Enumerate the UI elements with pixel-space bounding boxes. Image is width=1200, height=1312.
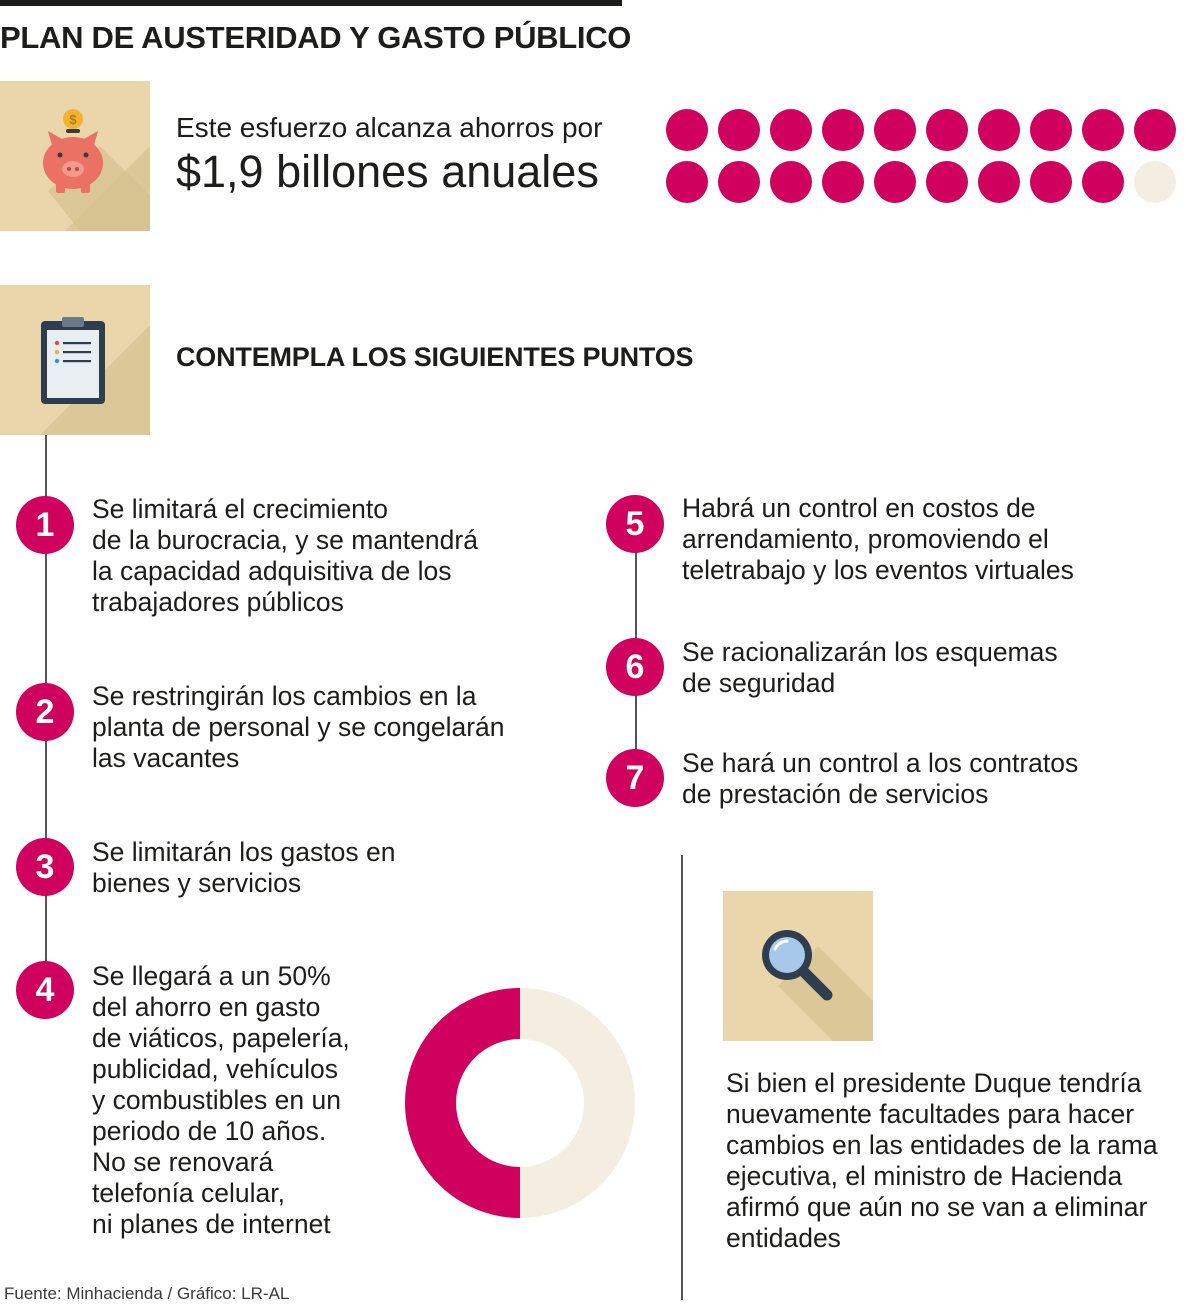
item-text: Se restringirán los cambios en la planta de personal y se congelarán las vacantes <box>92 681 505 773</box>
savings-dot-filled <box>978 161 1020 203</box>
savings-donut <box>402 985 638 1221</box>
savings-dot-filled <box>666 161 708 203</box>
item-text: Se limitarán los gastos en bienes y servicios <box>92 837 396 898</box>
savings-dot-filled <box>874 109 916 151</box>
piggy-bank-icon <box>0 81 150 231</box>
item-number: 2 <box>16 683 74 741</box>
item-text: Se hará un control a los contratos de prestación de servicios <box>682 748 1079 809</box>
savings-dot-filled <box>718 161 760 203</box>
savings-dot-filled <box>718 109 760 151</box>
top-rule <box>0 0 622 6</box>
savings-dot-filled <box>1082 161 1124 203</box>
savings-dot-filled <box>770 161 812 203</box>
item-text: Se llegará a un 50% del ahorro en gasto de viáticos, papelería, publicidad, vehículos y combustibles en un periodo de 10 años. No se renovará telefonía celular, ni planes de internet <box>92 961 350 1239</box>
savings-dot-filled <box>1082 109 1124 151</box>
clipboard-icon <box>0 285 150 435</box>
item-number: 7 <box>606 749 664 807</box>
item-number: 4 <box>16 961 74 1019</box>
page-title: PLAN DE AUSTERIDAD Y GASTO PÚBLICO <box>0 20 632 55</box>
savings-dot-empty <box>1134 161 1176 203</box>
item-number: 3 <box>16 838 74 896</box>
magnifier-tile <box>723 891 873 1041</box>
item-text: Habrá un control en costos de arrendamiento, promoviendo el teletrabajo y los eventos virtuales <box>682 493 1074 585</box>
savings-dot-filled <box>926 109 968 151</box>
savings-intro: Este esfuerzo alcanza ahorros por <box>176 112 603 143</box>
savings-dot-filled <box>1030 161 1072 203</box>
item-text: Se racionalizarán los esquemas de seguridad <box>682 637 1058 698</box>
savings-dot-filled <box>666 109 708 151</box>
svg-text:$: $ <box>69 112 77 127</box>
savings-dot-filled <box>822 109 864 151</box>
savings-dot-filled <box>822 161 864 203</box>
item-number: 5 <box>606 495 664 553</box>
item-text: Se limitará el crecimiento de la burocracia, y se mantendrá la capacidad adquisitiva de los trabajadores públicos <box>92 494 478 617</box>
savings-dot-filled <box>926 161 968 203</box>
savings-dot-filled <box>978 109 1020 151</box>
source-credit: Fuente: Minhacienda / Gráfico: LR-AL <box>4 1284 290 1303</box>
savings-amount: $1,9 billones anuales <box>176 146 599 197</box>
savings-dot-filled <box>770 109 812 151</box>
note-divider <box>681 855 683 1300</box>
section-title: CONTEMPLA LOS SIGUIENTES PUNTOS <box>176 342 694 372</box>
note-text: Si bien el presidente Duque tendría nuevamente facultades para hacer cambios en las entidades de la rama ejecutiva, el ministro de Hacienda afirmó que aún no se van a eliminar entidades <box>726 1068 1158 1253</box>
savings-dot-filled <box>1134 109 1176 151</box>
item-number: 1 <box>16 496 74 554</box>
savings-dot-filled <box>874 161 916 203</box>
clipboard-tile <box>0 285 150 435</box>
piggy-tile <box>0 81 150 231</box>
item-number: 6 <box>606 638 664 696</box>
magnifier-icon <box>723 891 873 1041</box>
savings-dot-filled <box>1030 109 1072 151</box>
